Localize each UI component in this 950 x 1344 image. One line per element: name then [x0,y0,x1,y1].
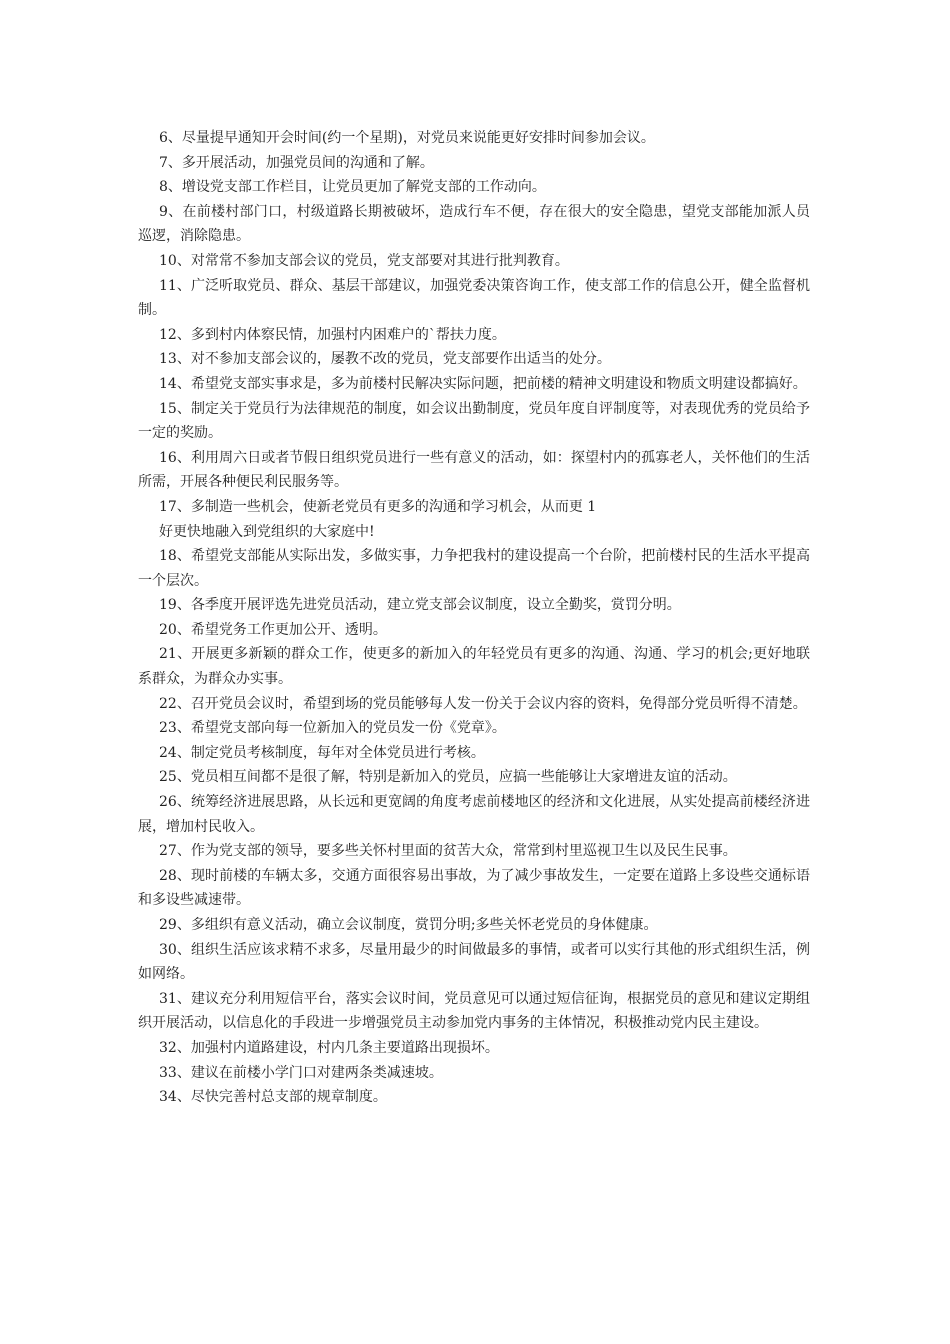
suggestion-item: 32、加强村内道路建设，村内几条主要道路出现损坏。 [159,1039,499,1056]
suggestion-item: 15、制定关于党员行为法律规范的制度，如会议出勤制度，党员年度自评制度等，对表现优秀的党员给予一定的奖励。 [138,400,810,442]
suggestion-item: 18、希望党支部能从实际出发，多做实事，力争把我村的建设提高一个台阶，把前楼村民的生活水平提高一个层次。 [138,548,810,589]
suggestion-item: 20、希望党务工作更加公开、透明。 [159,621,387,638]
suggestion-item: 6、尽量提早通知开会时间(约一个星期)，对党员来说能更好安排时间参加会议。 [159,130,655,146]
suggestion-item: 31、建议充分利用短信平台，落实会议时间，党员意见可以通过短信征询，根据党员的意见和建议定期组织开展活动，以信息化的手段进一步增强党员主动参加党内事务的主体情况，积极推动党内民主建设。 [138,990,810,1032]
suggestion-item: 27、作为党支部的领导，要多些关怀村里面的贫苦大众，常常到村里巡视卫生以及民生民事。 [159,843,737,860]
suggestion-item: 25、党员相互间都不是很了解，特别是新加入的党员，应搞一些能够让大家增进友谊的活动。 [159,769,737,786]
suggestion-item: 8、增设党支部工作栏目，让党员更加了解党支部的工作动向。 [159,179,546,196]
suggestion-item: 33、建议在前楼小学门口对建两条类减速坡。 [159,1064,443,1081]
suggestion-item: 22、召开党员会议时，希望到场的党员能够每人发一份关于会议内容的资料，免得部分党员听得不清楚。 [159,695,807,712]
suggestion-item: 26、统筹经济进展思路，从长远和更宽阔的角度考虑前楼地区的经济和文化进展，从实处提高前楼经济进展，增加村民收入。 [138,794,810,835]
suggestion-item: 24、制定党员考核制度，每年对全体党员进行考核。 [159,744,485,761]
document-body [138,126,810,1110]
suggestion-item: 19、各季度开展评选先进党员活动，建立党支部会议制度，设立全勤奖，赏罚分明。 [159,597,681,614]
suggestion-item: 28、现时前楼的车辆太多，交通方面很容易出事故，为了减少事故发生，一定要在道路上多设些交通标语和多设些减速带。 [138,867,810,909]
suggestion-item: 16、利用周六日或者节假日组织党员进行一些有意义的活动，如：探望村内的孤寡老人，关怀他们的生活所需，开展各种便民利民服务等。 [138,449,810,491]
suggestion-item: 17、多制造一些机会，使新老党员有更多的沟通和学习机会，从而更 1 [159,498,597,515]
suggestion-item: 10、对常常不参加支部会议的党员，党支部要对其进行批判教育。 [159,252,569,269]
suggestion-item: 7、多开展活动，加强党员间的沟通和了解。 [159,154,434,171]
suggestion-item: 34、尽快完善村总支部的规章制度。 [159,1089,387,1106]
suggestion-item: 14、希望党支部实事求是，多为前楼村民解决实际问题，把前楼的精神文明建设和物质文明建设都搞好。 [159,375,807,392]
suggestion-item: 29、多组织有意义活动，确立会议制度，赏罚分明;多些关怀老党员的身体健康。 [159,917,658,933]
suggestion-item: 9、在前楼村部门口，村级道路长期被破坏，造成行车不便，存在很大的安全隐患，望党支部能加派人员巡逻，消除隐患。 [138,203,810,245]
suggestion-item: 30、组织生活应该求精不求多，尽量用最少的时间做最多的事情，或者可以实行其他的形式组织生活，例如网络。 [138,941,810,983]
suggestion-item: 12、多到村内体察民情，加强村内困难户的`帮扶力度。 [159,326,506,343]
suggestion-item: 11、广泛听取党员、群众、基层干部建议，加强党委决策咨询工作，使支部工作的信息公开，健全监督机制。 [138,277,810,319]
suggestion-item: 21、开展更多新颖的群众工作，使更多的新加入的年轻党员有更多的沟通、沟通、学习的机会;更好地联系群众，为群众办实事。 [138,646,810,688]
suggestion-item: 13、对不参加支部会议的，屡教不改的党员，党支部要作出适当的处分。 [159,351,611,368]
suggestion-item-continuation: 好更快地融入到党组织的大家庭中! [159,523,375,540]
suggestion-item: 23、希望党支部向每一位新加入的党员发一份《党章》。 [159,720,506,737]
